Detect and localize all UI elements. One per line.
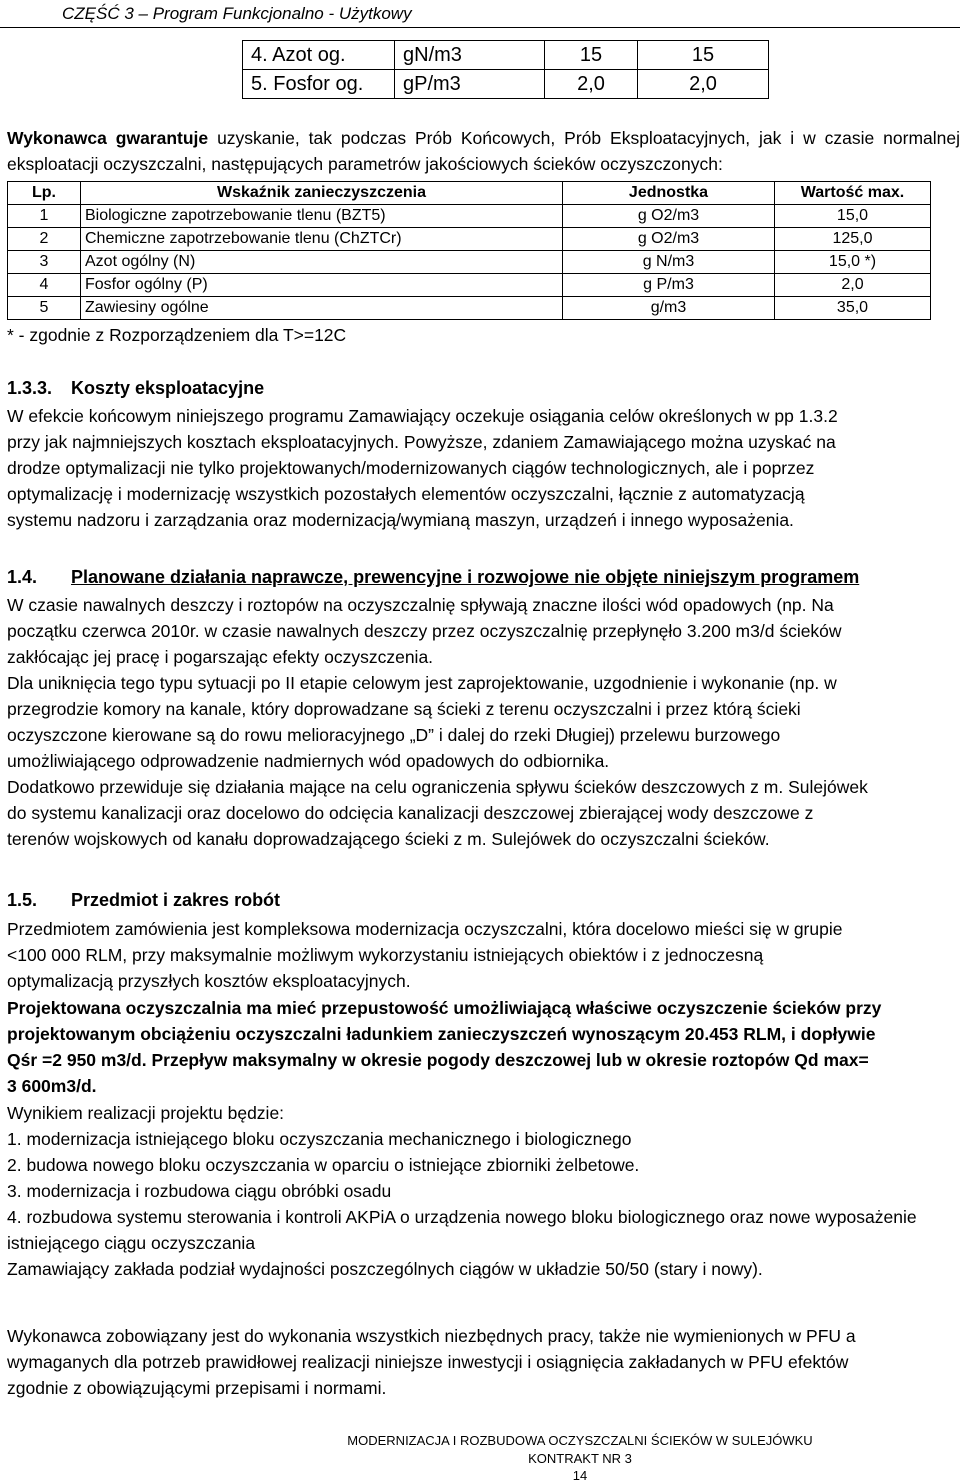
table-header-row	[8, 182, 931, 205]
text-line: Wynikiem realizacji projektu będzie:	[7, 1103, 285, 1123]
table-cell: Zawiesiny ogólne	[81, 297, 563, 320]
table-row	[8, 205, 931, 228]
text-line: <100 000 RLM, przy maksymalnie możliwym wykorzystaniu istniejących obiektów i z jednoczesną	[7, 945, 764, 965]
table-cell: 1	[8, 205, 81, 228]
table-cell: 5. Fosfor og.	[243, 70, 395, 99]
text-line: Qśr =2 950 m3/d. Przepływ maksymalny w okresie pogody deszczowej lub w okresie roztopów Qd max=	[7, 1050, 869, 1070]
list-item: 1. modernizacja istniejącego bloku oczyszczania mechanicznego i biologicznego	[7, 1129, 632, 1149]
section-title: Przedmiot i zakres robót	[71, 890, 281, 910]
section-number: 1.5.	[7, 890, 38, 910]
table-cell: 4. Azot og.	[243, 41, 395, 70]
text-line: zakłócając jej pracę i pogarszając efekty oczyszczenia.	[7, 647, 434, 667]
capacity-paragraph	[7, 995, 960, 1099]
text-line: optymalizacją przyszłych kosztów eksploatacyjnych.	[7, 971, 411, 991]
column-header: Jednostka	[563, 182, 775, 205]
table-cell: Chemiczne zapotrzebowanie tlenu (ChZTCr)	[81, 228, 563, 251]
guarantee-paragraph	[7, 125, 960, 177]
section-title: Planowane działania naprawcze, prewencyjne i rozwojowe nie objęte niniejszym programem	[71, 567, 860, 587]
text-line: systemu nadzoru i zarządzania oraz modernizacją/wymianą maszyn, urządzeń i innego wyposażenia.	[7, 510, 794, 530]
page-header-title: CZĘŚĆ 3 – Program Funkcjonalno - Użytkowy	[62, 4, 412, 23]
text-line: terenów wojskowych od kanału doprowadzającego ścieki z m. Sulejówek do oczyszczalni ścieków.	[7, 829, 770, 849]
table-cell: 35,0	[775, 297, 931, 320]
text-line: optymalizację i modernizację wszystkich pozostałych elementów oczyszczalni, łącznie z automatyzacją	[7, 484, 805, 504]
text-line: wymaganych dla potrzeb prawidłowej realizacji niniejsze inwestycji i osiągnięcia zakładanych w PFU efektów	[7, 1352, 849, 1372]
column-header: Wartość max.	[775, 182, 931, 205]
section-heading-1-4	[7, 567, 859, 588]
footer-project-title: MODERNIZACJA I ROZBUDOWA OCZYSZCZALNI ŚCIEKÓW W SULEJÓWKU	[347, 1433, 813, 1448]
table-cell: 2,0	[545, 70, 638, 99]
table-cell: 2	[8, 228, 81, 251]
table-cell: 3	[8, 251, 81, 274]
text-line: W efekcie końcowym niniejszego programu Zamawiający oczekuje osiągania celów określonych w pp 1.3.2	[7, 406, 838, 426]
project-results-list	[7, 1100, 960, 1282]
table-row	[243, 41, 769, 70]
text-line: Wykonawca zobowiązany jest do wykonania wszystkich niezbędnych pracy, także nie wymienionych w PFU a	[7, 1326, 856, 1346]
column-header: Wskaźnik zanieczyszczenia	[81, 182, 563, 205]
table-cell: g N/m3	[563, 251, 775, 274]
table-cell: 2,0	[775, 274, 931, 297]
section-heading-1-5	[7, 890, 280, 911]
table-row	[8, 297, 931, 320]
table-cell: g O2/m3	[563, 228, 775, 251]
text-line: oczyszczone kierowane są do rowu melioracyjnego „D” i dalej do rzeki Długiej) przelewu burzowego	[7, 725, 781, 745]
list-item: 4. rozbudowa systemu sterowania i kontroli AKPiA o urządzenia nowego bloku biologicznego oraz nowe wyposażenie	[7, 1207, 917, 1227]
guarantee-text: uzyskanie, tak podczas Prób Końcowych, Prób Eksploatacyjnych, jak i w czasie normalnej eksploatacji oczyszczalni, następujących parametrów jakościowych ścieków oczyszczonych:	[7, 128, 960, 174]
footer-contract: KONTRAKT NR 3	[528, 1451, 632, 1466]
table-row	[8, 274, 931, 297]
operating-costs-paragraph	[7, 403, 960, 533]
text-line: Przedmiotem zamówienia jest kompleksowa modernizacja oczyszczalni, która docelowo mieści się w grupie	[7, 919, 843, 939]
section-title: Koszty eksploatacyjne	[71, 378, 265, 398]
table-row	[8, 251, 931, 274]
table-cell: 125,0	[775, 228, 931, 251]
text-line: W czasie nawalnych deszczy i roztopów na oczyszczalnię spływają znaczne ilości wód opadowych (np. Na	[7, 595, 834, 615]
quality-parameters-table	[7, 181, 931, 320]
text-line: Dla uniknięcia tego typu sytuacji po II etapie celowym jest zaprojektowanie, uzgodnienie i wykonanie (np. w	[7, 673, 837, 693]
table-row	[8, 228, 931, 251]
table-cell: Biologiczne zapotrzebowanie tlenu (BZT5)	[81, 205, 563, 228]
guarantee-lead: Wykonawca gwarantuje	[7, 128, 209, 148]
scope-paragraph	[7, 916, 960, 994]
section-number: 1.4.	[7, 567, 38, 587]
parameter-table-top	[242, 40, 769, 99]
table-cell: 15	[638, 41, 769, 70]
list-item: istniejącego ciągu oczyszczania	[7, 1233, 256, 1253]
table-cell: g P/m3	[563, 274, 775, 297]
text-line: początku czerwca 2010r. w czasie nawalnych deszczy przez oczyszczalnię przepłynęło 3.200 m3/d ścieków	[7, 621, 842, 641]
planned-actions-paragraph	[7, 592, 960, 852]
contractor-obligation-paragraph	[7, 1323, 960, 1401]
table-cell: 2,0	[638, 70, 769, 99]
table-cell: 15	[545, 41, 638, 70]
text-line: 3 600m3/d.	[7, 1076, 97, 1096]
text-line: zgodnie z obowiązującymi przepisami i normami.	[7, 1378, 387, 1398]
table-cell: 15,0	[775, 205, 931, 228]
text-line: umożliwiającego odprowadzenie nadmiernych wód opadowych do odbiornika.	[7, 751, 610, 771]
column-header: Lp.	[8, 182, 81, 205]
table-cell: Azot ogólny (N)	[81, 251, 563, 274]
section-heading-1-3-3	[7, 378, 264, 399]
text-line: Zamawiający zakłada podział wydajności poszczególnych ciągów w układzie 50/50 (stary i nowy).	[7, 1259, 763, 1279]
text-line: do systemu kanalizacji oraz docelowo do odcięcia kanalizacji deszczowej zbierającej wody deszczowe z	[7, 803, 814, 823]
table-cell: g O2/m3	[563, 205, 775, 228]
table-cell: Fosfor ogólny (P)	[81, 274, 563, 297]
table-cell: gP/m3	[395, 70, 545, 99]
list-item: 3. modernizacja i rozbudowa ciągu obróbki osadu	[7, 1181, 392, 1201]
text-line: przy jak najmniejszych kosztach eksploatacyjnych. Powyższe, zdaniem Zamawiającego można uzyskać na	[7, 432, 836, 452]
text-line: projektowanym obciążeniu oczyszczalni ładunkiem zanieczyszczeń wynoszącym 20.453 RLM, i dopływie	[7, 1024, 876, 1044]
text-line: Dodatkowo przewiduje się działania mające na celu ograniczenia spływu ścieków deszczowych z m. Sulejówek	[7, 777, 868, 797]
header-rule	[0, 27, 960, 28]
text-line: drodze optymalizacji nie tylko projektowanych/modernizowanych ciągów technologicznych, ale i poprzez	[7, 458, 815, 478]
section-number: 1.3.3.	[7, 378, 53, 398]
table-row	[243, 70, 769, 99]
table-cell: 15,0 *)	[775, 251, 931, 274]
list-item: 2. budowa nowego bloku oczyszczania w oparciu o istniejące zbiorniki żelbetowe.	[7, 1155, 640, 1175]
page-number: 14	[572, 1468, 588, 1483]
table-cell: gN/m3	[395, 41, 545, 70]
table-cell: 4	[8, 274, 81, 297]
table-cell: g/m3	[563, 297, 775, 320]
text-line: Projektowana oczyszczalnia ma mieć przepustowość umożliwiającą właściwe oczyszczenie ścieków przy	[7, 998, 882, 1018]
table-cell: 5	[8, 297, 81, 320]
table-footnote: * - zgodnie z Rozporządzeniem dla T>=12C	[7, 325, 347, 345]
text-line: przegrodzie komory na kanale, który doprowadzane są ścieki z terenu oczyszczalni i przez którą ścieki	[7, 699, 801, 719]
